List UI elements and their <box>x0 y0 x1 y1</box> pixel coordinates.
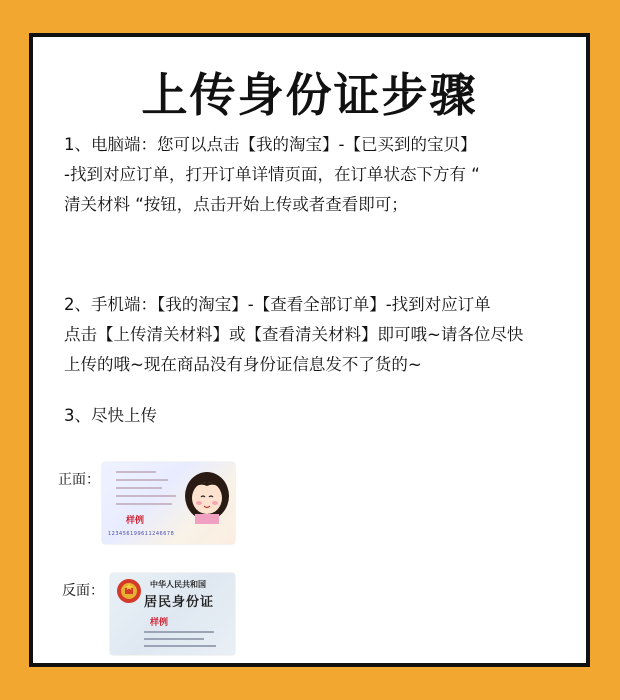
instruction-card <box>29 33 590 667</box>
step-1-line-2: -找到对应订单，打开订单详情页面，在订单状态下方有 “ <box>64 165 480 184</box>
front-id-number: 123456199611246678 <box>108 531 175 537</box>
back-sample-stamp: 样例 <box>150 618 169 628</box>
back-country-text: 中华人民共和国 <box>150 580 206 589</box>
id-card-front-image <box>102 462 235 544</box>
step-2-line-1: 2、手机端：【我的淘宝】-【查看全部订单】-找到对应订单 <box>64 295 491 314</box>
national-emblem-icon <box>116 578 142 604</box>
step-3-line-1: 3、尽快上传 <box>64 406 157 425</box>
front-label: 正面： <box>58 472 100 488</box>
step-2-line-3: 上传的哦~现在商品没有身份证信息发不了货的~ <box>64 355 422 374</box>
portrait-girl-icon <box>183 466 231 524</box>
id-card-back-image <box>110 573 235 655</box>
step-1-line-3: 清关材料 “按钮，点击开始上传或者查看即可； <box>64 195 408 214</box>
front-sample-stamp: 样例 <box>126 516 145 526</box>
page-title: 上传身份证步骤 <box>141 68 478 122</box>
back-label: 反面： <box>62 583 104 599</box>
step-2 <box>64 290 564 380</box>
back-card-name: 居民身份证 <box>144 595 215 610</box>
step-2-line-2: 点击【上传清关材料】或【查看清关材料】即可哦~请各位尽快 <box>64 325 524 344</box>
step-1 <box>64 130 564 220</box>
step-3 <box>64 401 564 431</box>
step-1-line-1: 1、电脑端：您可以点击【我的淘宝】-【已买到的宝贝】 <box>64 135 477 154</box>
